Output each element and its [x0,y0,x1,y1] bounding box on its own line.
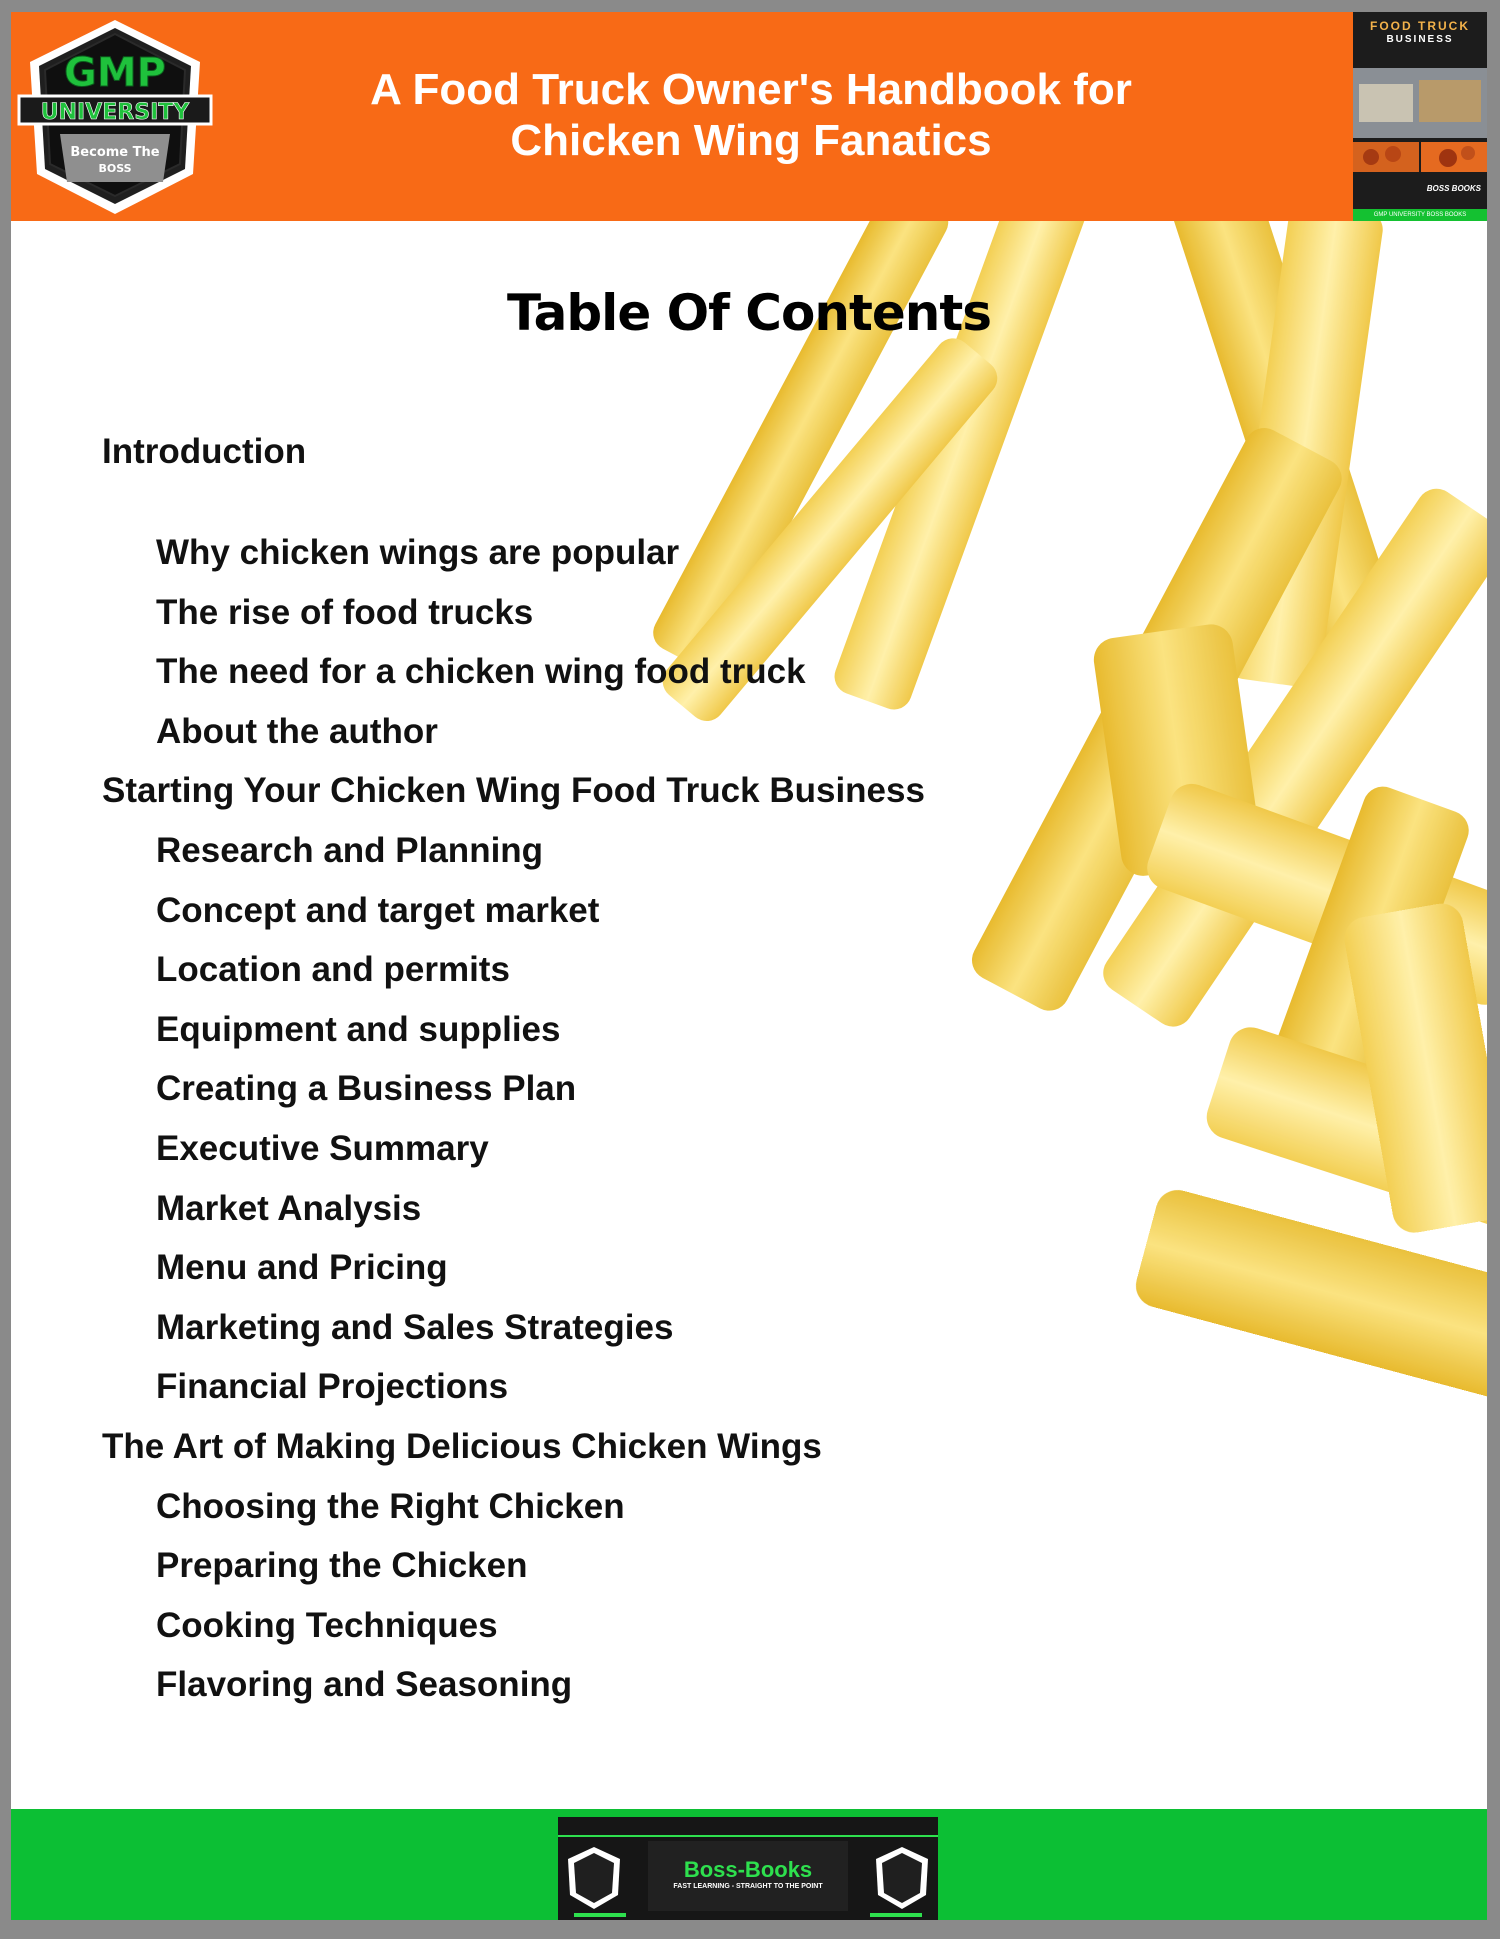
toc-section-entry: The rise of food trucks [156,593,534,632]
cover-title-line-1: FOOD TRUCK [1370,19,1470,33]
toc-section-entry: Menu and Pricing [156,1248,448,1287]
toc-section-entry: About the author [156,712,438,751]
title-line-1: A Food Truck Owner's Handbook for [370,65,1132,114]
toc-chapter-entry: The Art of Making Delicious Chicken Wings [102,1427,822,1466]
banner-name: Boss-Books [683,1857,813,1882]
toc-section-entry: Flavoring and Seasoning [156,1665,573,1704]
svg-text:Become The: Become The [70,145,160,160]
document-page [11,12,1487,1920]
toc-section-entry: Financial Projections [156,1367,509,1406]
toc-title: Table Of Contents [506,284,992,342]
toc-section-entry: Cooking Techniques [156,1606,498,1645]
toc-section-entry: Choosing the Right Chicken [156,1487,625,1526]
toc-section-entry: Market Analysis [156,1189,422,1228]
svg-text:BOSS: BOSS [98,162,132,175]
toc-chapter-entry: Starting Your Chicken Wing Food Truck Business [102,771,925,810]
toc-section-entry: Why chicken wings are popular [156,533,680,572]
boss-books-banner [558,1817,938,1920]
toc-section-entry: Equipment and supplies [156,1010,561,1049]
cover-title-line-2: BUSINESS [1386,34,1454,45]
toc-section-entry: Creating a Business Plan [156,1069,577,1108]
banner-tagline: FAST LEARNING - STRAIGHT TO THE POINT [673,1883,823,1890]
toc-section-entry: Marketing and Sales Strategies [156,1308,674,1347]
toc-section-entry: Concept and target market [156,891,600,930]
cover-publisher: BOSS BOOKS [1426,184,1481,193]
title-line-2: Chicken Wing Fanatics [510,116,992,165]
footer-bar [11,1809,1487,1920]
toc-section-entry: The need for a chicken wing food truck [156,652,806,691]
toc-section-entry: Preparing the Chicken [156,1546,528,1585]
table-of-contents [11,12,1487,1812]
svg-text:UNIVERSITY: UNIVERSITY [40,100,190,125]
cover-strip: GMP UNIVERSITY BOSS BOOKS [1353,209,1487,221]
toc-section-entry: Research and Planning [156,831,544,870]
svg-text:GMP: GMP [64,50,166,96]
toc-chapter-entry: Introduction [102,432,307,471]
toc-section-entry: Executive Summary [156,1129,489,1168]
toc-section-entry: Location and permits [156,950,510,989]
